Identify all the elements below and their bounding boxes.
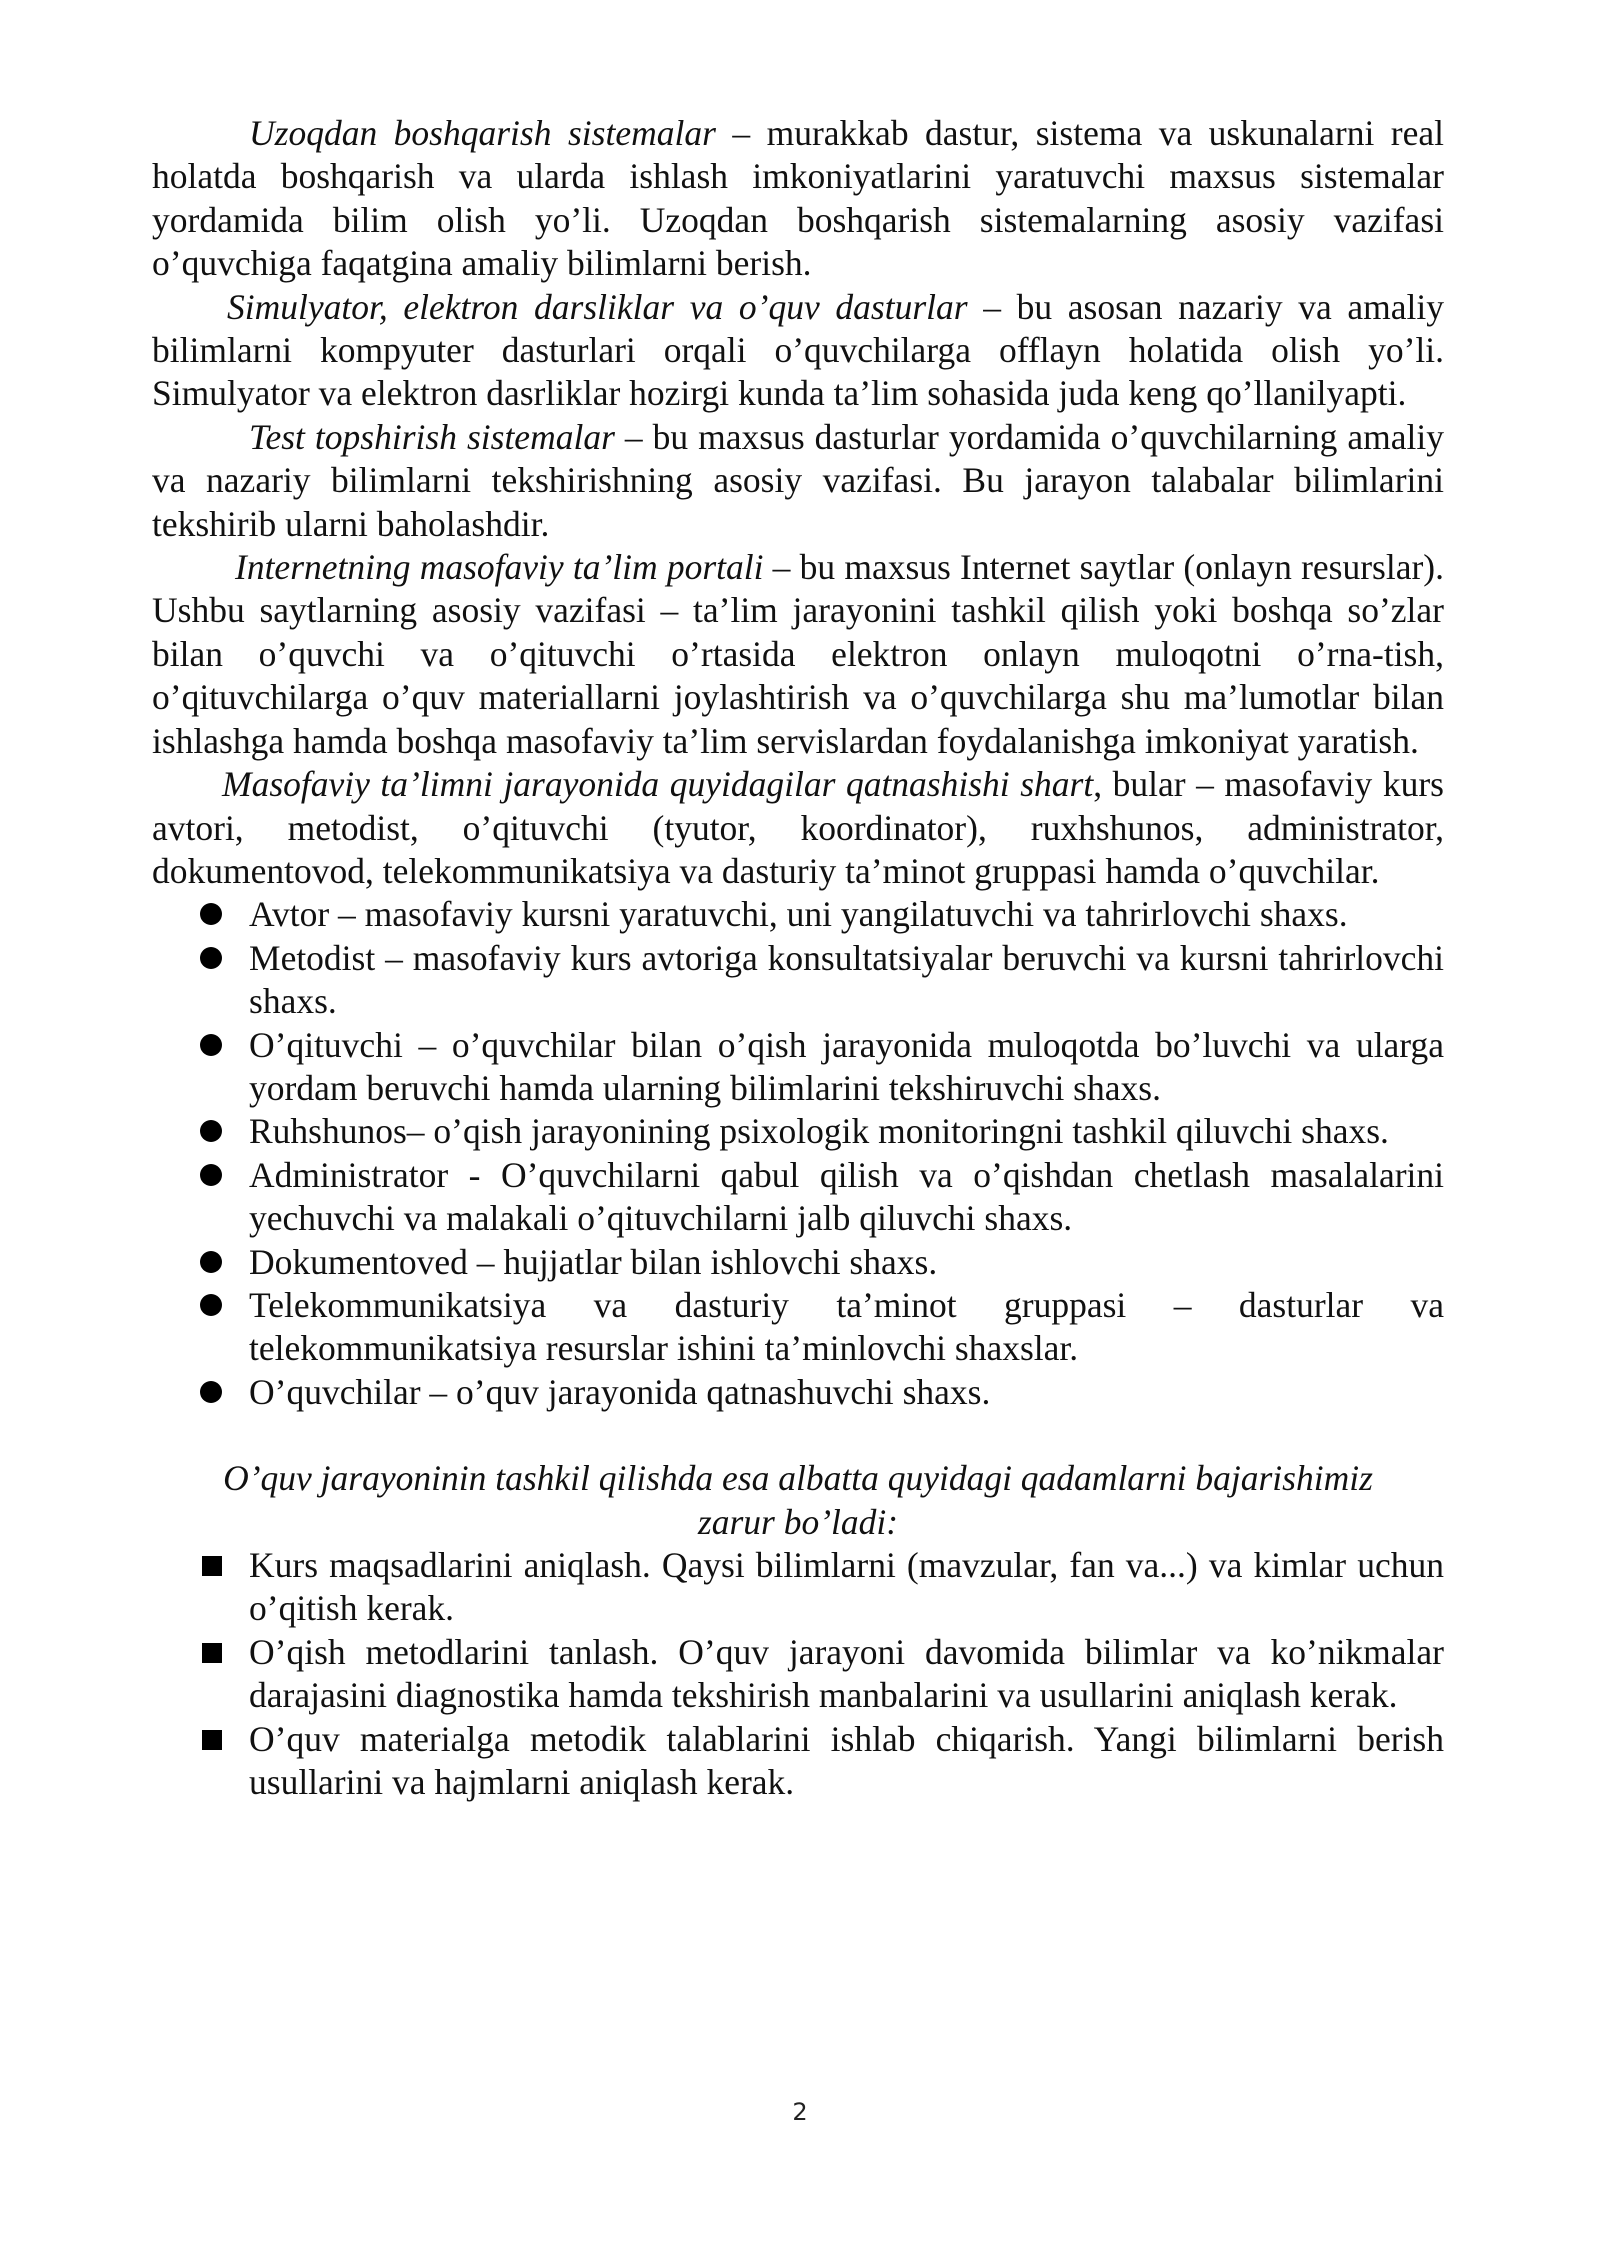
bullet-dot-icon (200, 1154, 230, 1197)
list-item (152, 1284, 1444, 1371)
list-item (152, 1631, 1444, 1718)
bullet-dot-icon (200, 1024, 230, 1067)
term-test-systems: Test topshirish sistemalar (249, 416, 615, 457)
document-page (152, 112, 1444, 1804)
list-item (152, 1718, 1444, 1805)
term-simulators: Simulyator, elektron darsliklar va o’quv dasturlar (227, 286, 968, 327)
blank-line (152, 1414, 1444, 1457)
list-item-text: O’qish metodlarini tanlash. O’quv jarayoni davomida bilimlar va ko’nikmalar darajasini diagnostika hamda tekshirish manbalarini va usullarini aniqlash kerak. (249, 1631, 1444, 1716)
list-item-text: Telekommunikatsiya va dasturiy ta’minot gruppasi – dasturlar va telekommunikatsiya resurslar ishini ta’minlovchi shaxslar. (249, 1284, 1444, 1369)
paragraph-text: – bu maxsus dasturlar yordamida o’quvchilarning amaliy va nazariy bilimlarni tekshirishning asosiy vazifasi. Bu jarayon talabalar bilimlarini tekshirib ularni baholashdir. (152, 416, 1444, 544)
bullet-square-icon (200, 1718, 230, 1761)
bullet-square-icon (200, 1544, 230, 1587)
bullet-dot-icon (200, 1284, 230, 1327)
list-item-text: Dokumentoved – hujjatlar bilan ishlovchi shaxs. (249, 1241, 938, 1282)
list-item (152, 893, 1444, 936)
paragraph-distance-portal (152, 546, 1444, 763)
list-item-text: Metodist – masofaviy kurs avtoriga konsultatsiyalar beruvchi va kursni tahrirlovchi shaxs. (249, 937, 1444, 1022)
participants-list (152, 893, 1444, 1414)
bullet-dot-icon (200, 1110, 230, 1153)
list-item-text: Ruhshunos– o’qish jarayonining psixologik monitoringni tashkil qiluvchi shaxs. (249, 1111, 1389, 1152)
steps-heading: O’quv jarayoninin tashkil qilishda esa albatta quyidagi qadamlarni bajarishimiz zarur bo’ladi: (223, 1458, 1373, 1542)
list-item-text: Kurs maqsadlarini aniqlash. Qaysi bilimlarni (mavzular, fan va...) va kimlar uchun o’qitish kerak. (249, 1545, 1444, 1629)
bullet-dot-icon (200, 1371, 230, 1414)
list-item-text: Administrator - O’quvchilarni qabul qilish va o’qishdan chetlash masalalarini yechuvchi va malakali o’qituvchilarni jalb qiluvchi shaxs. (249, 1154, 1444, 1239)
list-item (152, 1024, 1444, 1111)
paragraph-participants-intro (152, 763, 1444, 893)
term-remote-control-systems: Uzoqdan boshqarish sistemalar (249, 113, 716, 153)
paragraph-simulators (152, 286, 1444, 416)
list-item (152, 1154, 1444, 1241)
list-item-text: O’qituvchi – o’quvchilar bilan o’qish jarayonida muloqotda bo’luvchi va ularga yordam beruvchi hamda ularning bilimlarini tekshiruvchi shaxs. (249, 1024, 1444, 1108)
paragraph-test-systems (152, 416, 1444, 546)
bullet-dot-icon (200, 1241, 230, 1284)
term-participants: Masofaviy ta’limni jarayonida quyidagilar qatnashishi shart (222, 764, 1094, 805)
paragraph-remote-control-systems (152, 112, 1444, 286)
steps-list (152, 1544, 1444, 1804)
paragraph-text: – bu asosan nazariy va amaliy bilimlarni kompyuter dasturlari orqali o’quvchilarga offlayn holatida olish yo’li. Simulyator va elektron dasrliklar hozirgi kunda ta’lim sohasida juda keng qo’llanilyapti. (152, 286, 1444, 414)
list-item (152, 1371, 1444, 1414)
list-item (152, 1544, 1444, 1631)
list-item-text: Avtor – masofaviy kursni yaratuvchi, uni yangilatuvchi va tahrirlovchi shaxs. (249, 894, 1348, 935)
bullet-dot-icon (200, 893, 230, 936)
list-item (152, 1241, 1444, 1284)
term-distance-portal: Internetning masofaviy ta’lim portali (235, 547, 764, 588)
paragraph-text: – bu maxsus Internet saytlar (onlayn resurslar). Ushbu saytlarning asosiy vazifasi – ta’lim jarayonini tashkil qilish yoki boshqa so’zlar bilan o’quvchi va o’qituvchi o’rtasida elektron onlayn muloqotni o’rna-tish, o’qituvchilarga o’quv materiallarni joylashtirish va o’quvchilarga shu ma’lumotlar bilan ishlashga hamda boshqa masofaviy ta’lim servislardan foydalanishga imkoniyat yaratish. (152, 547, 1444, 761)
paragraph-text: – murakkab dastur, sistema va uskunalarni real holatda boshqarish va ularda ishlash imkoniyatlarini yaratuvchi maxsus sistemalar yordamida bilim olish yo’li. Uzoqdan boshqarish sistemalarning asosiy vazifasi o’quvchiga faqatgina amaliy bilimlarni berish. (152, 113, 1444, 284)
page-number: 2 (792, 2098, 808, 2126)
bullet-square-icon (200, 1631, 230, 1674)
list-item (152, 937, 1444, 1024)
list-item-text: O’quvchilar – o’quv jarayonida qatnashuvchi shaxs. (249, 1371, 991, 1412)
list-item-text: O’quv materialga metodik talablarini ishlab chiqarish. Yangi bilimlarni berish usullarini va hajmlarni aniqlash kerak. (249, 1718, 1444, 1803)
list-item (152, 1110, 1444, 1153)
bullet-dot-icon (200, 937, 230, 980)
paragraph-text: , bular – masofaviy kurs avtori, metodist, o’qituvchi (tyutor, koordinator), ruxhshunos, administrator, dokumentovod, telekommunikatsiya va dasturiy ta’minot gruppasi hamda o’quvchilar. (152, 764, 1444, 891)
